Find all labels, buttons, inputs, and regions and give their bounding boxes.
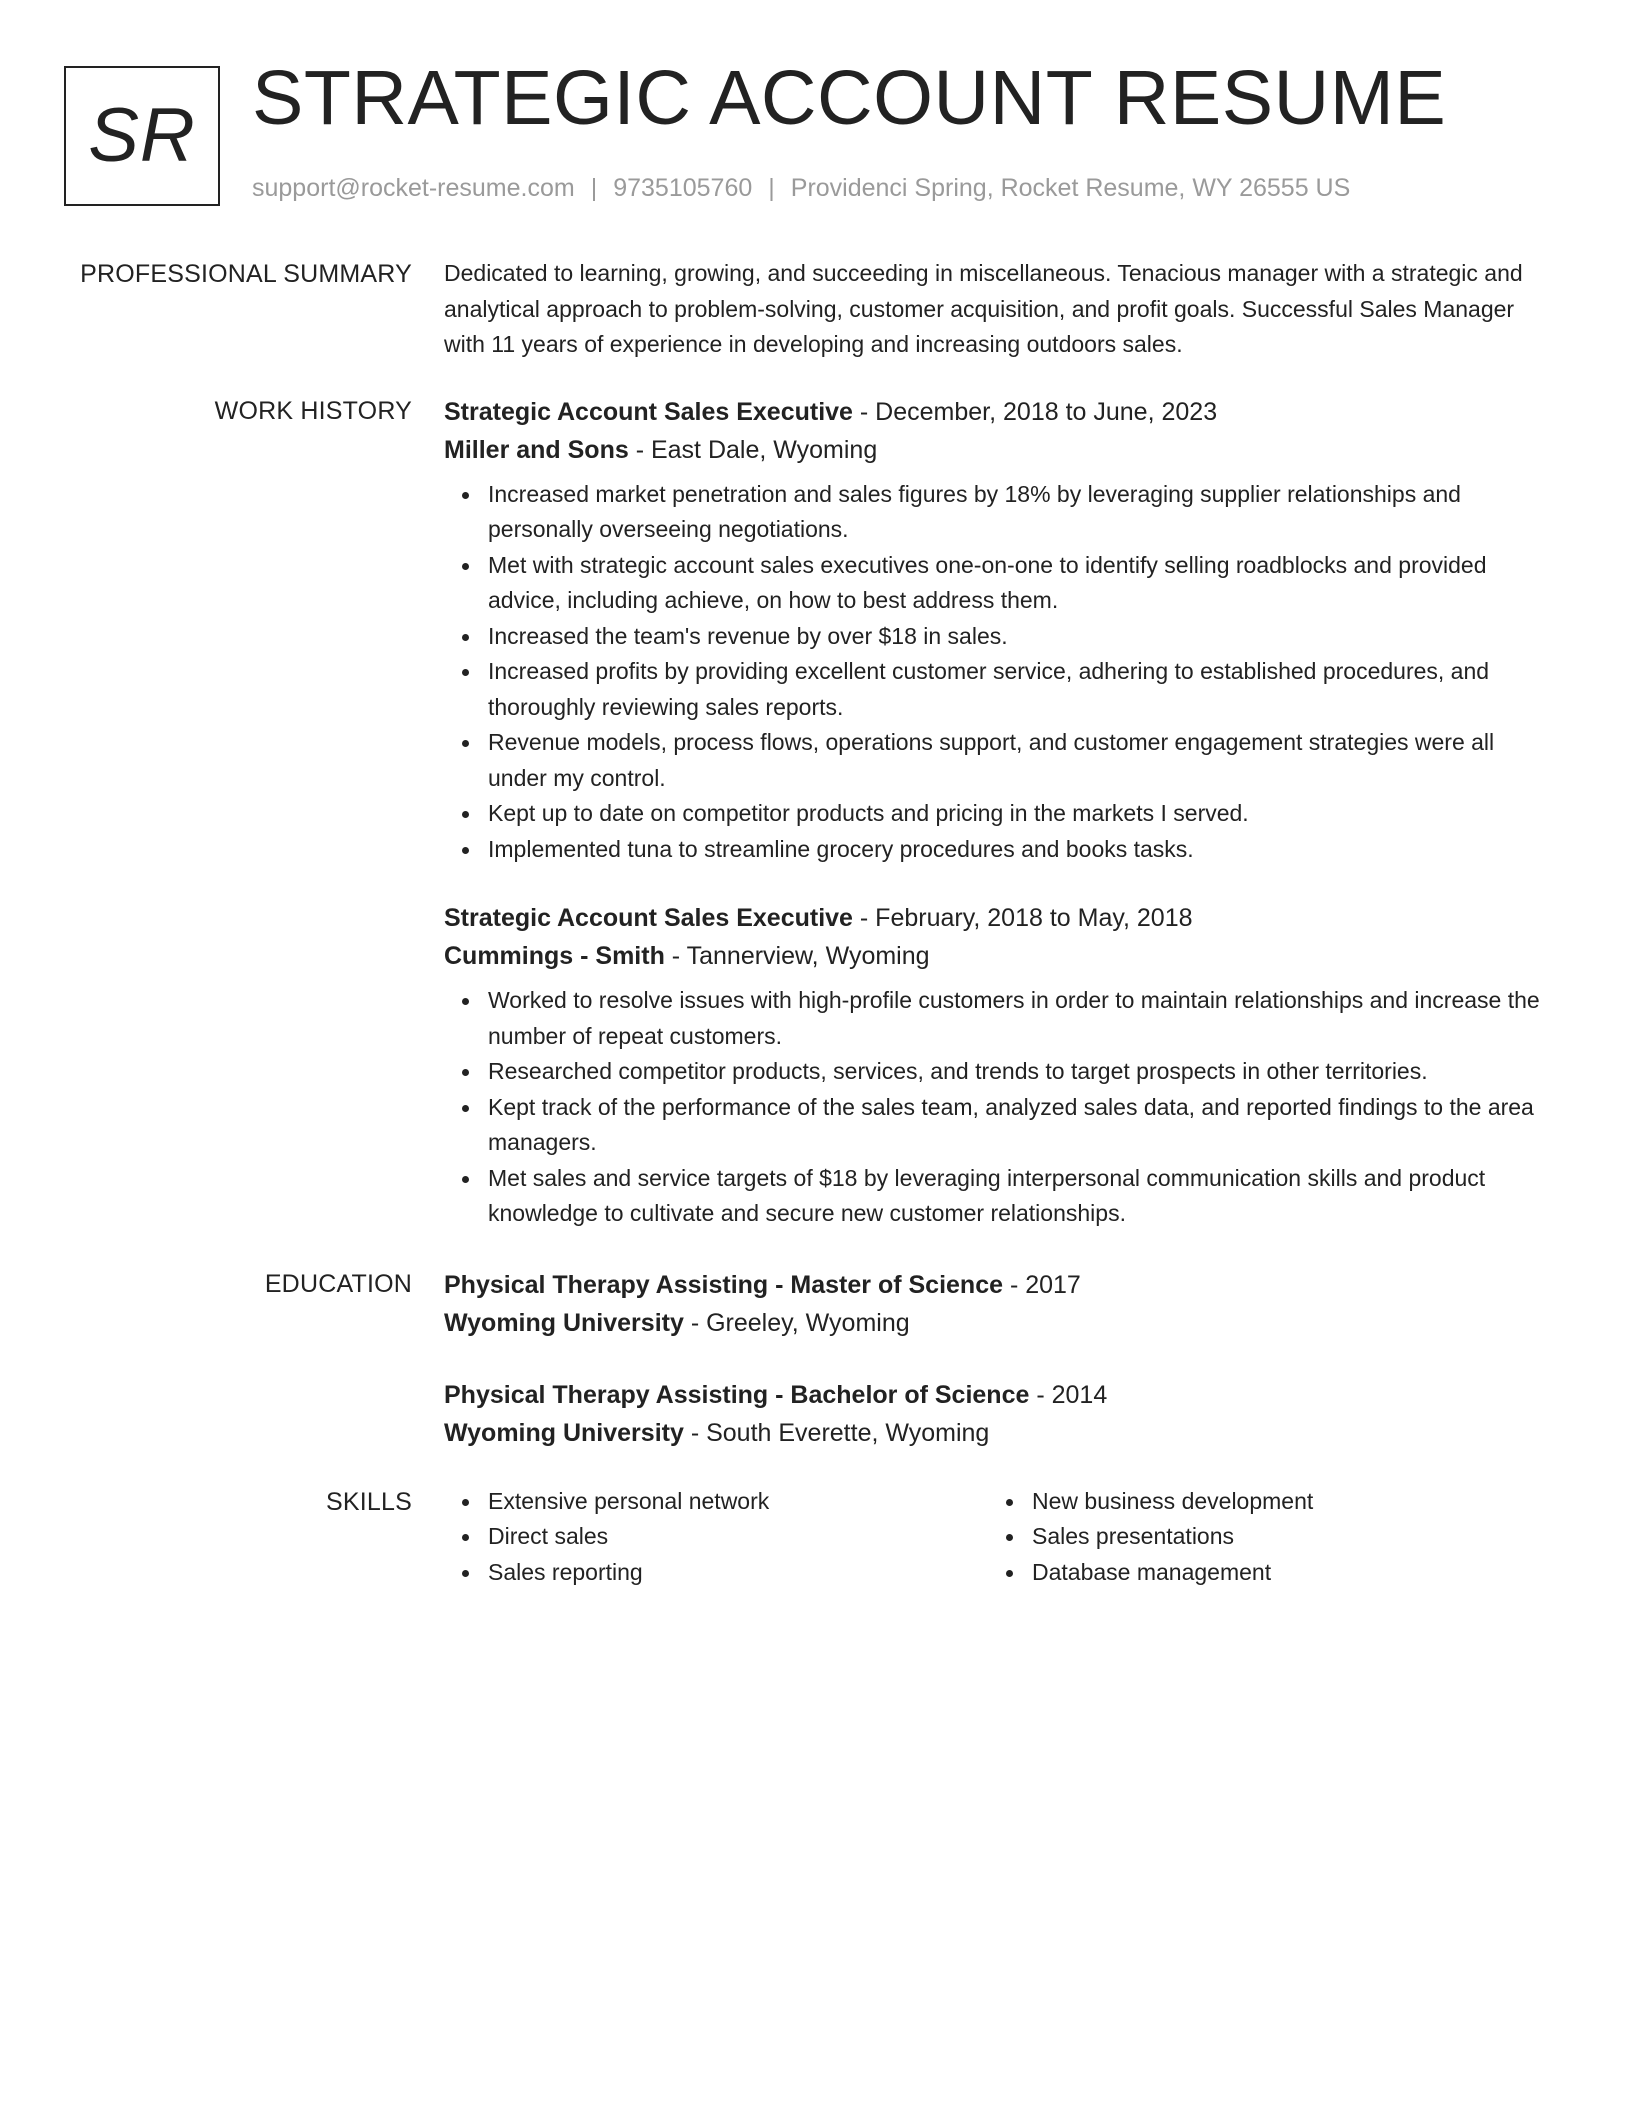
section-label-skills: SKILLS: [326, 1487, 412, 1516]
contact-address: Providenci Spring, Rocket Resume, WY 26555 US: [790, 174, 1351, 202]
job-location: - Tannerview, Wyoming: [664, 942, 930, 970]
education-degree-line: [444, 1266, 1556, 1304]
job-company: Cummings - Smith: [444, 942, 665, 970]
list-item: Researched competitor products, services, and trends to target prospects in other territories.: [488, 1054, 1556, 1090]
job-title-line: [444, 899, 1556, 937]
job-dates: - February, 2018 to May, 2018: [852, 904, 1193, 932]
education-degree-line: [444, 1376, 1556, 1414]
education-year: - 2014: [1029, 1380, 1108, 1409]
work-history-body: [444, 393, 1556, 1232]
job-dates: - December, 2018 to June, 2023: [852, 397, 1218, 426]
skill-item: Sales presentations: [1032, 1519, 1488, 1555]
job-title: Strategic Account Sales Executive: [444, 397, 853, 426]
list-item: Met sales and service targets of $18 by leveraging interpersonal communication skills and product knowledge to cultivate and secure new customer relationships.: [488, 1161, 1556, 1232]
list-item: Implemented tuna to streamline grocery procedures and books tasks.: [488, 832, 1556, 868]
job-company: Miller and Sons: [444, 435, 629, 464]
list-item: Revenue models, process flows, operations support, and customer engagement strategies were all under my control.: [488, 725, 1556, 796]
contact-separator: |: [768, 174, 775, 202]
monogram-initials: SR: [88, 93, 196, 178]
monogram-badge: [64, 66, 220, 206]
skill-item: New business development: [1032, 1484, 1488, 1520]
job-entry: [444, 899, 1556, 1232]
skill-item: Sales reporting: [488, 1555, 988, 1591]
skills-grid: [444, 1484, 1556, 1591]
resume-title: STRATEGIC ACCOUNT RESUME: [252, 55, 1447, 141]
education-year: - 2017: [1003, 1270, 1081, 1299]
education-school-line: [444, 1414, 1556, 1452]
education-school-line: [444, 1304, 1556, 1342]
job-company-line: [444, 431, 1556, 469]
list-item: Kept track of the performance of the sales team, analyzed sales data, and reported findings to the area managers.: [488, 1090, 1556, 1161]
job-bullet-list: [444, 477, 1556, 868]
section-education: [0, 1266, 1632, 1452]
job-title-line: [444, 393, 1556, 431]
skill-item: Database management: [1032, 1555, 1488, 1591]
education-entry: [444, 1266, 1556, 1342]
contact-separator: |: [590, 174, 598, 202]
section-professional-summary: [0, 256, 1632, 363]
resume-content: [0, 256, 1632, 1590]
education-entry: [444, 1376, 1556, 1452]
education-degree: Physical Therapy Assisting - Bachelor of Science: [444, 1380, 1030, 1409]
list-item: Worked to resolve issues with high-profile customers in order to maintain relationships and increase the number of repeat customers.: [488, 983, 1556, 1054]
list-item: Increased profits by providing excellent customer service, adhering to established procedures, and thoroughly reviewing sales reports.: [488, 654, 1556, 725]
skills-body: [444, 1484, 1556, 1591]
list-item: Increased market penetration and sales figures by 18% by leveraging supplier relationships and personally overseeing negotiations.: [488, 477, 1556, 548]
job-location: - East Dale, Wyoming: [628, 435, 878, 464]
job-company-line: [444, 937, 1556, 975]
education-school: Wyoming University: [444, 1308, 684, 1337]
skill-item: Direct sales: [488, 1519, 988, 1555]
education-location: - Greeley, Wyoming: [683, 1308, 910, 1337]
education-school: Wyoming University: [444, 1418, 684, 1447]
section-label-education: EDUCATION: [264, 1269, 412, 1298]
section-skills: [0, 1484, 1632, 1591]
list-item: Met with strategic account sales executives one-on-one to identify selling roadblocks and provided advice, including achieve, on how to best address them.: [488, 548, 1556, 619]
list-item: Increased the team's revenue by over $18 in sales.: [488, 619, 1556, 655]
summary-text: Dedicated to learning, growing, and succeeding in miscellaneous. Tenacious manager with a strategic and analytical approach to problem-solving, customer acquisition, and profit goals. Successful Sales Manager with 11 years of experience in developing and increasing outdoors sales.: [444, 260, 1523, 357]
job-bullet-list: [444, 983, 1556, 1232]
section-label-summary: PROFESSIONAL SUMMARY: [80, 260, 412, 288]
section-label-work-history: WORK HISTORY: [214, 396, 412, 425]
job-entry: [444, 393, 1556, 868]
summary-body: [444, 256, 1556, 363]
education-location: - South Everette, Wyoming: [683, 1418, 990, 1447]
skills-list-right: [988, 1484, 1488, 1591]
list-item: Kept up to date on competitor products and pricing in the markets I served.: [488, 796, 1556, 832]
education-body: [444, 1266, 1556, 1452]
section-work-history: [0, 393, 1632, 1232]
education-degree: Physical Therapy Assisting - Master of Science: [444, 1270, 1003, 1299]
skill-item: Extensive personal network: [488, 1484, 988, 1520]
contact-email: support@rocket-resume.com: [252, 174, 575, 202]
job-title: Strategic Account Sales Executive: [444, 904, 853, 932]
contact-line: [252, 172, 1350, 205]
skills-list-left: [444, 1484, 988, 1591]
contact-phone: 9735105760: [613, 174, 753, 202]
